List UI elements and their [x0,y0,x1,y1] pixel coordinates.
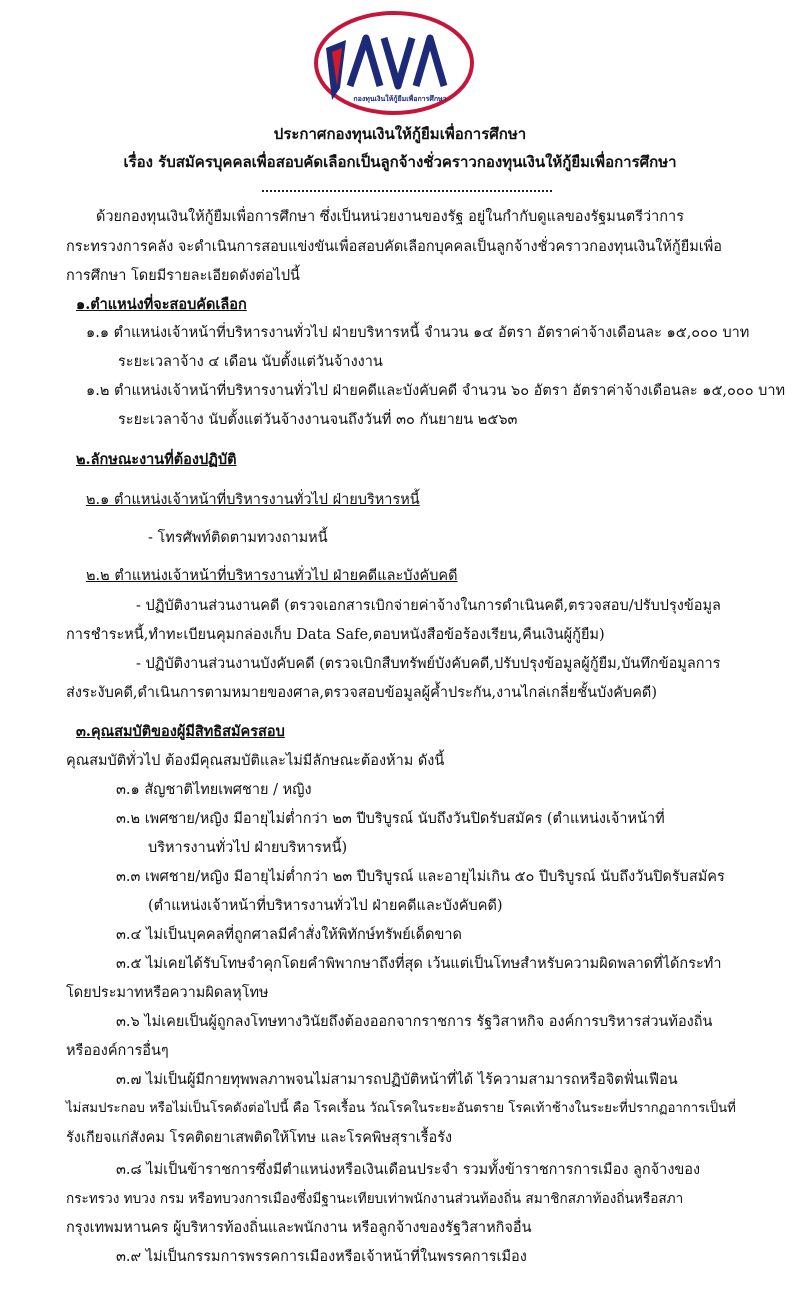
qualification-3-1: ๓.๑ สัญชาติไทยเพศชาย / หญิง [116,782,312,798]
intro-line-1: ด้วยกองทุนเงินให้กู้ยืมเพื่อการศึกษา ซึ่งเป็นหน่วยงานของรัฐ อยู่ในกำกับดูแลของรัฐมนตรีว่าการ [96,209,684,225]
section-1-heading: ๑.ตำแหน่งที่จะสอบคัดเลือก [76,296,247,313]
duty-2-2-line-2: การชำระหนี้,ทำทะเบียนคุมกล่องเก็บ Data Safe,ตอบหนังสือข้อร้องเรียน,คืนเงินผู้กู้ยืม) [66,627,605,643]
qualification-3-5-cont: โดยประมาทหรือความผิดลหุโทษ [66,985,269,1001]
section-2-heading: ๒.ลักษณะงานที่ต้องปฏิบัติ [76,451,237,468]
kyc-fund-logo [304,8,484,118]
duty-2-2-heading: ๒.๒ ตำแหน่งเจ้าหน้าที่บริหารงานทั่วไป ฝ่ายคดีและบังคับคดี [86,568,458,584]
section-3-heading: ๓.คุณสมบัติของผู้มีสิทธิสมัครสอบ [76,723,285,740]
qualification-3-8: ๓.๘ ไม่เป็นข้าราชการซึ่งมีตำแหน่งหรือเงินเดือนประจำ รวมทั้งข้าราชการการเมือง ลูกจ้างของ [116,1162,701,1178]
duty-2-2-line-1: - ปฏิบัติงานส่วนงานคดี (ตรวจเอกสารเบิกจ่ายค่าจ้างในการดำเนินคดี,ตรวจสอบ/ปรับปรุงข้อมูล [136,598,721,614]
intro-line-2: กระทรวงการคลัง จะดำเนินการสอบแข่งขันเพื่อสอบคัดเลือกบุคคลเป็นลูกจ้างชั่วคราวกองทุนเงินให้กู้ยืมเพื่อ [66,239,722,255]
qualification-3-9: ๓.๙ ไม่เป็นกรรมการพรรคการเมืองหรือเจ้าหน้าที่ในพรรคการเมือง [116,1249,527,1265]
qualification-3-6-cont: หรือองค์การอื่นๆ [66,1043,169,1059]
dotted-divider [262,190,552,192]
qualification-3-2: ๓.๒ เพศชาย/หญิง มีอายุไม่ต่ำกว่า ๒๓ ปีบริบูรณ์ นับถึงวันปิดรับสมัคร (ตำแหน่งเจ้าหน้าที่ [116,811,665,827]
duty-2-1-heading: ๒.๑ ตำแหน่งเจ้าหน้าที่บริหารงานทั่วไป ฝ่ายบริหารหนี้ [86,492,420,508]
svg-text:กองทุนเงินให้กู้ยืมเพื่อการศึก: กองทุนเงินให้กู้ยืมเพื่อการศึกษา [353,95,447,103]
qualification-3-2-cont: บริหารงานทั่วไป ฝ่ายบริหารหนี้) [148,840,348,856]
duty-2-2-line-3: - ปฏิบัติงานส่วนงานบังคับคดี (ตรวจเบิกสืบทรัพย์บังคับคดี,ปรับปรุงข้อมูลผู้กู้ยืม,บันทึกข้อมูลการ [136,656,721,672]
qualification-3-7-cont-1: ไม่สมประกอบ หรือไม่เป็นโรคดังต่อไปนี้ คือ โรคเรื้อน วัณโรคในระยะอันตราย โรคเท้าช้างในระยะที่ปรากฏอาการเป็นที่ [66,1101,736,1116]
duty-2-1-item: - โทรศัพท์ติดตามทวงถามหนี้ [148,530,328,546]
qualification-3-4: ๓.๔ ไม่เป็นบุคคลที่ถูกศาลมีคำสั่งให้พิทักษ์ทรัพย์เด็ดขาด [116,927,462,943]
qualification-3-5: ๓.๕ ไม่เคยได้รับโทษจำคุกโดยคำพิพากษาถึงที่สุด เว้นแต่เป็นโทษสำหรับความผิดพลาดที่ได้กระทำ [116,956,722,972]
qualification-3-8-cont-2: กรุงเทพมหานคร ผู้บริหารท้องถิ่นและพนักงาน หรือลูกจ้างของรัฐวิสาหกิจอื่น [66,1220,532,1236]
qualification-3-7: ๓.๗ ไม่เป็นผู้มีกายทุพพลภาพจนไม่สามารถปฏิบัติหน้าที่ได้ ไร้ความสามารถหรือจิตฟั่นเฟือน [116,1072,678,1088]
duty-2-2-line-4: ส่งระงับคดี,ดำเนินการตามหมายของศาล,ตรวจสอบข้อมูลผู้ค้ำประกัน,งานไกล่เกลี่ยชั้นบังคับคดี) [66,685,657,701]
qualification-3-6: ๓.๖ ไม่เคยเป็นผู้ถูกลงโทษทางวินัยถึงต้องออกจากราชการ รัฐวิสาหกิจ องค์การบริหารส่วนท้องถิ่น [116,1014,713,1030]
intro-line-3: การศึกษา โดยมีรายละเอียดดังต่อไปนี้ [66,268,300,284]
announcement-subject: เรื่อง รับสมัครบุคคลเพื่อสอบคัดเลือกเป็นลูกจ้างชั่วคราวกองทุนเงินให้กู้ยืมเพื่อการศึกษา [123,153,677,171]
position-1-2: ๑.๒ ตำแหน่งเจ้าหน้าที่บริหารงานทั่วไป ฝ่ายคดีและบังคับคดี จำนวน ๖๐ อัตรา อัตราค่าจ้างเดือนละ ๑๕,๐๐๐ บาท [86,383,786,399]
qualification-3-8-cont-1: กระทรวง ทบวง กรม หรือทบวงการเมืองซึ่งมีฐานะเทียบเท่าพนักงานส่วนท้องถิ่น สมาชิกสภาท้องถิ่นหรือสภา [66,1191,684,1207]
general-qualifications: คุณสมบัติทั่วไป ต้องมีคุณสมบัติและไม่มีลักษณะต้องห้าม ดังนี้ [66,753,445,769]
qualification-3-7-cont-2: รังเกียจแก่สังคม โรคติดยาเสพติดให้โทษ และโรคพิษสุราเรื้อรัง [66,1130,453,1146]
qualification-3-3-cont: (ตำแหน่งเจ้าหน้าที่บริหารงานทั่วไป ฝ่ายคดีและบังคับคดี) [148,898,503,914]
qualification-3-3: ๓.๓ เพศชาย/หญิง มีอายุไม่ต่ำกว่า ๒๓ ปีบริบูรณ์ และอายุไม่เกิน ๕๐ ปีบริบูรณ์ นับถึงวันปิดรับสมัคร [116,869,725,885]
position-1-1-term: ระยะเวลาจ้าง ๔ เดือน นับตั้งแต่วันจ้างงาน [118,354,383,370]
position-1-2-term: ระยะเวลาจ้าง นับตั้งแต่วันจ้างงานจนถึงวันที่ ๓๐ กันยายน ๒๕๖๓ [118,412,518,428]
position-1-1: ๑.๑ ตำแหน่งเจ้าหน้าที่บริหารงานทั่วไป ฝ่ายบริหารหนี้ จำนวน ๑๔ อัตรา อัตราค่าจ้างเดือนละ ๑๕,๐๐๐ บาท [86,325,750,341]
announcement-title: ประกาศกองทุนเงินให้กู้ยืมเพื่อการศึกษา [273,125,527,143]
